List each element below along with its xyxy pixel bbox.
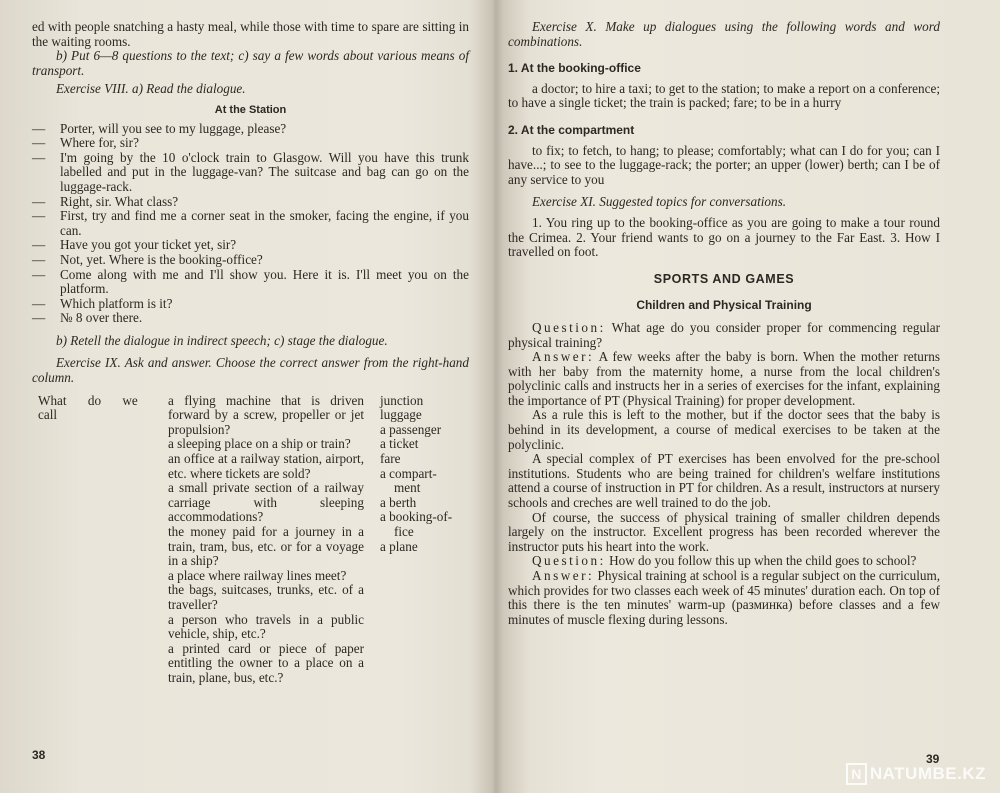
exercise-instruction: b) Put 6—8 questions to the text; c) say a few words about various means of transport.	[32, 48, 469, 78]
dialogue-line: — Not, yet. Where is the booking-office?	[32, 251, 263, 267]
question-paragraph	[508, 554, 940, 569]
page-number-right: 39	[926, 752, 940, 766]
body-paragraph: As a rule this is left to the mother, but if the doctor sees that the baby is behind in its development, a course of medical exercises to be taken at the polyclinic.	[508, 407, 940, 452]
page-number-left: 38	[32, 748, 46, 762]
dialogue-line: — Porter, will you see to my luggage, please?	[32, 120, 287, 136]
question-text: What age do you consider proper for commencing regular physical training?	[508, 319, 940, 350]
dialogue-line: — Have you got your ticket yet, sir?	[32, 237, 237, 253]
watermark-text: NATUMBE.KZ	[869, 764, 986, 783]
exercise-11-topics: 1. You ring up to the booking-office as you are going to make a tour round the Crimea. 2. Your friend wants to go on a journey to the Far East. 3. How I travelled on foot.	[508, 214, 940, 260]
definition-item: a printed card or piece of paper entitling the owner to a place on a train, plane, bus, etc.?	[168, 640, 364, 685]
body-paragraph: Of course, the success of physical training of smaller children depends largely on the instructor. Excellent progress has been recorded wherever the instructor puts his heart into the work.	[508, 509, 940, 554]
matching-prompt: What do we call	[38, 392, 138, 423]
answer-item: a booking-of-	[380, 509, 453, 525]
definition-item: the bags, suitcases, trunks, etc. of a traveller?	[168, 582, 364, 612]
exercise-8-title: Exercise VIII. a) Read the dialogue.	[56, 81, 246, 97]
exercise-9-title: Exercise IX. Ask and answer. Choose the correct answer from the right-hand column.	[32, 355, 469, 386]
answer-label: Answer:	[532, 568, 595, 583]
left-page	[32, 20, 469, 714]
section-subtitle: Children and Physical Training	[636, 298, 812, 313]
answer-text: Physical training at school is a regular subject on the curriculum, which provides for two classes each week of 45 minutes' duration each. On top of this there is the ten minutes' warm-up (разминка) before classes and a few minutes of muscle flexing during lessons.	[508, 568, 941, 627]
question-text: How do you follow this up when the child goes to school?	[609, 553, 917, 569]
section-title: SPORTS AND GAMES	[653, 271, 795, 286]
definition-item: a person who travels in a public vehicle, ship, etc.?	[168, 611, 364, 642]
dialogue-line: — I'm going by the 10 o'clock train to Glasgow. Will you have this trunk labelled and put in the luggage-van? The suitcase and bag can go on the luggage-rack.	[32, 149, 469, 194]
dialogue	[32, 122, 469, 326]
matching-exercise	[32, 394, 469, 714]
matching-answers	[380, 394, 470, 555]
answer-item: fice	[394, 524, 414, 539]
answer-item: a berth	[380, 494, 417, 510]
dialogue-line: — Right, sir. What class?	[32, 193, 179, 209]
exercise-10-title: Exercise X. Make up dialogues using the following words and word combinations.	[508, 19, 940, 49]
answer-paragraph	[508, 350, 940, 408]
question-paragraph	[508, 321, 940, 350]
answer-item: a ticket	[380, 436, 419, 452]
question-label: Question:	[532, 319, 606, 335]
answer-text: A few weeks after the baby is born. When the mother returns with her baby from the maternity home, a nurse from the local children's polyclinic calls and instructs her in a series of exercises for the infant, explaining the importance of PT (Physical Training) for proper development.	[508, 349, 940, 408]
definition-item: an office at a railway station, airport, etc. where tickets are sold?	[168, 451, 364, 481]
dialogue-line: — № 8 over there.	[32, 310, 143, 326]
answer-item: junction	[380, 392, 424, 408]
definition-item: a small private section of a railway carriage with sleeping accommodations?	[168, 480, 364, 525]
dialogue-line: — Come along with me and I'll show you. Here it is. I'll meet you on the platform.	[32, 266, 469, 297]
definition-item: a flying machine that is driven forward by a screw, propeller or jet propulsion?	[168, 392, 364, 437]
answer-item: ment	[394, 480, 421, 496]
dialogue-line: — First, try and find me a corner seat in the smoker, facing the engine, if you can.	[32, 208, 469, 238]
word-list: a doctor; to hire a taxi; to get to the station; to make a report on a conference; to have a single ticket; the train is packed; fare; to be in a hurry	[508, 80, 940, 111]
subsection-heading: 1. At the booking-office	[508, 61, 641, 76]
dialogue-line: — Which platform is it?	[32, 295, 173, 311]
subsection-heading: 2. At the compartment	[508, 122, 635, 137]
matching-definitions	[154, 394, 364, 686]
question-label: Question:	[532, 553, 606, 569]
answer-paragraph	[508, 569, 940, 627]
right-page	[508, 20, 940, 627]
dialogue-heading: At the Station	[214, 103, 287, 116]
dialogue-line: — Where for, sir?	[32, 135, 139, 151]
answer-item: a passenger	[380, 421, 442, 437]
answer-item: fare	[380, 451, 401, 467]
paragraph-continuation: ed with people snatching a hasty meal, while those with time to spare are sitting in the waiting rooms.	[32, 19, 469, 49]
answer-label: Answer:	[532, 349, 595, 365]
definition-item: a sleeping place on a ship or train?	[168, 436, 351, 452]
word-list: to fix; to fetch, to hang; to please; comfortably; what can I do for you; can I have...; to see to the luggage-rack; the porter; an upper (lower) berth; can I be of any service to you	[508, 142, 940, 187]
body-paragraph: A special complex of PT exercises has been envolved for the pre-school institutions. Students who are being trained for children's welfare institutions attend a course of instruction in PT for children. As a result, instructors at nursery schools and creches are well trained to do the job.	[508, 451, 940, 511]
definition-item: a place where railway lines meet?	[168, 567, 347, 583]
answer-item: a compart-	[380, 465, 437, 481]
exercise-8-b: b) Retell the dialogue in indirect speech; c) stage the dialogue.	[56, 332, 388, 348]
answer-item: a plane	[380, 538, 418, 554]
watermark-logo-icon: N	[846, 763, 867, 785]
definition-item: the money paid for a journey in a train, tram, bus, etc. or for a voyage in a ship?	[168, 524, 364, 569]
exercise-11-title: Exercise XI. Suggested topics for conversations.	[532, 194, 787, 210]
answer-item: luggage	[380, 407, 422, 423]
watermark	[846, 763, 986, 785]
